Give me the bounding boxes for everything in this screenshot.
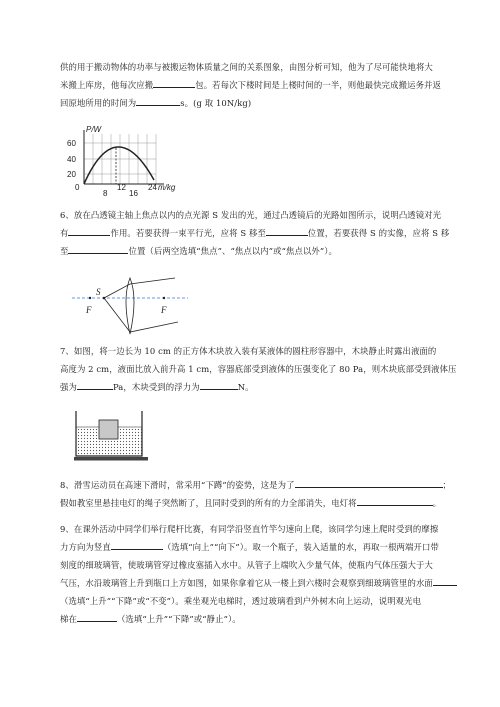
convex-lens-diagram bbox=[70, 276, 190, 346]
graph-xtick-0: 0 bbox=[75, 183, 80, 192]
q6-line-2: 有 作用。若要获得一束平行光，应将 S 移至 位置，若要获得 S 的实像，应将 S 移 bbox=[60, 228, 450, 238]
graph-ytick-40: 40 bbox=[67, 155, 76, 164]
q9-line-1: 9、在课外活动中同学们举行爬杆比赛，有同学沿竖直竹竿匀速向上爬，该同学匀速上爬时受到的摩擦 bbox=[60, 524, 439, 534]
graph-ylabel: P/W bbox=[86, 125, 102, 134]
q9-line-3: 刻度的细玻璃管，使玻璃管穿过橡皮塞插入水中。从管子上端吹入少量气体，使瓶内气体压强大于大 bbox=[60, 560, 433, 570]
q9-line-5: （选填“上升”“下降”或“不变”）。乘坐观光电梯时，透过玻璃看到户外树木向上运动，说明观光电 bbox=[60, 596, 422, 606]
q9-blank-friction[interactable] bbox=[111, 541, 163, 550]
q7-line-3: 强为 Pa，木块受到的浮力为 N。 bbox=[60, 382, 254, 392]
graph-ytick-60: 60 bbox=[67, 139, 76, 148]
container-base bbox=[74, 457, 148, 461]
lens bbox=[126, 278, 134, 334]
q5-blank-time[interactable] bbox=[136, 97, 180, 106]
container-block-figure bbox=[74, 407, 154, 463]
graph-xlabel: m/kg bbox=[158, 183, 176, 192]
q9-line-6: 梯在 （选填“上升”“下降”或“静止”）。 bbox=[60, 614, 241, 624]
wooden-block bbox=[99, 420, 118, 439]
q8-blank-purpose[interactable] bbox=[295, 479, 443, 488]
q8-blank-lamp[interactable] bbox=[357, 497, 433, 506]
power-curve bbox=[84, 147, 154, 184]
q9-line-2: 力方向为竖直 （选填“向上”“向下”）。取一个瓶子，装入适量的水，再取一根两端开口带 bbox=[60, 542, 439, 552]
q8-line-1: 8、滑雪运动员在高速下滑时，常采用“下蹲”的姿势，这是为了 ； bbox=[60, 480, 452, 490]
q8-line-2: 假如教室里悬挂电灯的绳子突然断了，且同时受到的所有的力全部消失，电灯将 。 bbox=[60, 498, 442, 508]
q7-line-1: 7、如图，将一边长为 10 cm 的正方体木块放入装有某液体的圆柱形容器中，木块静止时露出液面的 bbox=[60, 346, 437, 356]
q5-line-2: 米搬上库房，他每次应搬 包。若每次下楼时间是上楼时间的一半，则他最快完成搬运务并返 bbox=[60, 80, 442, 90]
q6-line-3: 至 位置（后两空选填“焦点”、“焦点以内”或“焦点以外”）。 bbox=[60, 246, 338, 256]
q9-blank-water-level[interactable] bbox=[433, 577, 457, 586]
q6-blank-effect[interactable] bbox=[68, 227, 110, 236]
q5-line-3: 回原地所用的时间为 s。(g 取 10N/kg) bbox=[60, 98, 252, 108]
graph-xtick-16: 16 bbox=[129, 189, 138, 198]
q7-line-2: 高度为 2 cm，液面比放入前升高 1 cm，容器底部受到液体的压强变化了 80 Pa，则木块底部受到液体压 bbox=[60, 364, 457, 374]
q9-blank-elevator[interactable] bbox=[77, 613, 117, 622]
q5-line-1: 供的用于搬动物体的功率与被搬运物体质量之间的关系图象，由图分析可知，他为了尽可能快地将大 bbox=[60, 62, 433, 72]
label-f-right: F bbox=[161, 305, 167, 315]
label-f-left: F bbox=[86, 305, 92, 315]
graph-xtick-24: 24 bbox=[148, 183, 157, 192]
q6-line-1: 6、放在凸透镜主轴上焦点以内的点光源 S 发出的光，通过凸透镜后的光路如图所示，说明凸透镜对光 bbox=[60, 210, 442, 220]
label-s: S bbox=[96, 287, 101, 297]
q6-blank-real-image[interactable] bbox=[68, 245, 128, 254]
q6-blank-parallel[interactable] bbox=[266, 227, 308, 236]
q9-line-4: 气压，水沿玻璃管上升到瓶口上方如图，如果你拿着它从一楼上到六楼时会观察到细玻璃管里的水面 bbox=[60, 577, 457, 589]
q7-blank-pressure[interactable] bbox=[77, 381, 113, 390]
graph-ytick-20: 20 bbox=[67, 170, 76, 179]
q5-blank-bags[interactable] bbox=[153, 79, 195, 88]
q7-blank-buoyancy[interactable] bbox=[200, 381, 238, 390]
graph-xtick-8: 8 bbox=[103, 189, 108, 198]
graph-xtick-12: 12 bbox=[117, 183, 126, 192]
power-mass-graph bbox=[66, 122, 186, 202]
